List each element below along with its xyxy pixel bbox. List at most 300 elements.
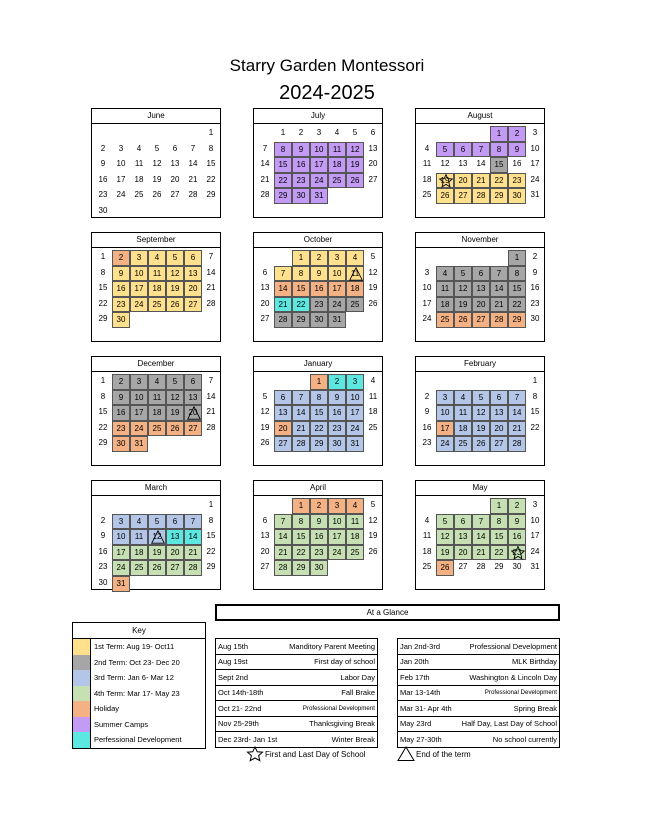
day-cell: 2 bbox=[112, 250, 130, 266]
day-grid bbox=[418, 498, 544, 576]
day-cell: 16 bbox=[112, 281, 130, 297]
day-cell: 15 bbox=[98, 283, 108, 293]
day-cell: 22 bbox=[530, 422, 540, 432]
day-cell: 7 bbox=[262, 143, 268, 153]
key-item bbox=[73, 670, 205, 686]
day-cell: 28 bbox=[274, 312, 292, 328]
empty-cell bbox=[490, 374, 508, 390]
day-cell: 20 bbox=[368, 159, 378, 169]
event-description: No school currently bbox=[492, 734, 557, 744]
day-grid bbox=[418, 126, 544, 204]
day-cell: 7 bbox=[184, 514, 202, 530]
day-cell: 16 bbox=[292, 157, 310, 173]
day-cell: 19 bbox=[166, 281, 184, 297]
day-grid bbox=[256, 374, 382, 452]
event-date: Jan 2nd-3rd bbox=[400, 641, 441, 651]
day-cell: 7 bbox=[508, 390, 526, 406]
day-cell: 22 bbox=[206, 546, 216, 556]
day-cell: 6 bbox=[370, 128, 376, 137]
day-cell: 12 bbox=[454, 281, 472, 297]
day-cell: 28 bbox=[274, 560, 292, 576]
day-cell: 21 bbox=[292, 421, 310, 437]
empty-cell bbox=[256, 250, 274, 266]
day-cell: 12 bbox=[440, 159, 450, 169]
day-cell: 27 bbox=[170, 190, 180, 200]
event-description: Half Day, Last Day of School bbox=[461, 719, 557, 729]
day-cell: 12 bbox=[436, 529, 454, 545]
key-item bbox=[73, 686, 205, 702]
day-cell: 10 bbox=[328, 266, 346, 282]
day-cell: 6 bbox=[454, 142, 472, 158]
day-cell: 2 bbox=[328, 374, 346, 390]
day-cell: 8 bbox=[292, 514, 310, 530]
key-label: 2nd Term: Oct 23- Dec 20 bbox=[94, 657, 180, 667]
event-description: Spring Break bbox=[513, 703, 557, 713]
event-date: Jan 20th bbox=[400, 657, 429, 667]
event-row bbox=[397, 701, 560, 717]
day-cell: 21 bbox=[206, 283, 216, 293]
day-cell: 12 bbox=[260, 407, 270, 417]
day-cell: 5 bbox=[154, 143, 160, 153]
day-cell: 26 bbox=[472, 436, 490, 452]
day-cell: 19 bbox=[346, 157, 364, 173]
day-cell: 25 bbox=[454, 436, 472, 452]
month-november bbox=[415, 232, 545, 342]
event-description: First day of school bbox=[314, 657, 375, 667]
day-cell: 14 bbox=[206, 267, 216, 277]
day-cell: 13 bbox=[274, 405, 292, 421]
day-cell: 30 bbox=[292, 188, 310, 204]
day-cell: 29 bbox=[292, 560, 310, 576]
day-cell: 17 bbox=[436, 421, 454, 437]
day-cell: 19 bbox=[436, 173, 454, 189]
month-name: August bbox=[416, 109, 544, 124]
day-cell: 1 bbox=[310, 374, 328, 390]
day-cell: 3 bbox=[130, 374, 148, 390]
day-cell: 16 bbox=[530, 283, 540, 293]
event-description: Labor Day bbox=[340, 672, 375, 682]
day-cell: 30 bbox=[310, 560, 328, 576]
day-cell: 14 bbox=[476, 159, 486, 169]
day-cell: 11 bbox=[454, 405, 472, 421]
day-cell: 24 bbox=[328, 297, 346, 313]
key-item bbox=[73, 717, 205, 733]
day-cell: 1 bbox=[292, 498, 310, 514]
month-name: March bbox=[92, 481, 220, 496]
day-cell: 18 bbox=[328, 157, 346, 173]
day-cell: 5 bbox=[454, 266, 472, 282]
day-cell: 4 bbox=[370, 376, 376, 385]
day-cell: 19 bbox=[166, 405, 184, 421]
day-cell: 9 bbox=[310, 266, 328, 282]
day-cell: 12 bbox=[346, 142, 364, 158]
day-cell: 30 bbox=[328, 436, 346, 452]
day-cell: 17 bbox=[112, 545, 130, 561]
key-swatch bbox=[73, 717, 91, 733]
day-cell: 4 bbox=[346, 250, 364, 266]
day-cell: 20 bbox=[490, 421, 508, 437]
day-cell: 13 bbox=[260, 531, 270, 541]
day-cell: 3 bbox=[532, 128, 538, 137]
day-cell: 25 bbox=[148, 297, 166, 313]
day-cell: 2 bbox=[508, 498, 526, 514]
day-cell: 9 bbox=[424, 407, 430, 417]
day-cell: 21 bbox=[188, 174, 198, 184]
day-cell: 27 bbox=[472, 312, 490, 328]
day-cell: 25 bbox=[148, 421, 166, 437]
day-cell: 27 bbox=[490, 436, 508, 452]
day-cell: 26 bbox=[368, 298, 378, 308]
day-cell: 30 bbox=[310, 312, 328, 328]
day-cell: 15 bbox=[98, 407, 108, 417]
month-june bbox=[91, 108, 221, 218]
day-cell: 11 bbox=[346, 514, 364, 530]
day-cell: 8 bbox=[292, 266, 310, 282]
day-cell: 12 bbox=[368, 267, 378, 277]
day-cell: 23 bbox=[112, 421, 130, 437]
day-cell: 18 bbox=[346, 281, 364, 297]
day-cell: 30 bbox=[530, 314, 540, 324]
day-cell: 2 bbox=[100, 515, 106, 525]
day-cell: 23 bbox=[98, 190, 108, 200]
day-cell: 4 bbox=[436, 266, 454, 282]
day-cell: 18 bbox=[134, 174, 144, 184]
day-cell: 5 bbox=[352, 128, 358, 137]
day-cell: 16 bbox=[422, 422, 432, 432]
key-label: 1st Term: Aug 19- Oct11 bbox=[94, 642, 175, 652]
month-name: December bbox=[92, 357, 220, 372]
day-cell: 8 bbox=[490, 514, 508, 530]
day-cell: 28 bbox=[490, 312, 508, 328]
day-cell: 21 bbox=[274, 545, 292, 561]
day-cell: 4 bbox=[424, 515, 430, 525]
month-january bbox=[253, 356, 383, 466]
day-cell: 8 bbox=[100, 267, 106, 277]
day-cell: 14 bbox=[184, 529, 202, 545]
day-cell: 23 bbox=[508, 545, 526, 561]
day-cell: 16 bbox=[328, 405, 346, 421]
key-item bbox=[73, 655, 205, 671]
day-cell: 19 bbox=[368, 283, 378, 293]
day-cell: 31 bbox=[328, 312, 346, 328]
empty-cell bbox=[472, 126, 490, 142]
day-cell: 11 bbox=[130, 529, 148, 545]
month-march bbox=[91, 480, 221, 590]
event-row bbox=[215, 670, 378, 686]
day-cell: 27 bbox=[274, 436, 292, 452]
empty-cell bbox=[112, 126, 130, 142]
day-cell: 7 bbox=[292, 390, 310, 406]
day-cell: 22 bbox=[274, 173, 292, 189]
day-cell: 5 bbox=[370, 500, 376, 509]
empty-cell bbox=[418, 498, 436, 514]
day-cell: 15 bbox=[490, 529, 508, 545]
empty-cell bbox=[418, 250, 436, 266]
day-cell: 15 bbox=[274, 157, 292, 173]
day-cell: 6 bbox=[274, 390, 292, 406]
empty-cell bbox=[472, 250, 490, 266]
day-cell: 22 bbox=[310, 421, 328, 437]
school-name: Starry Garden Montessori bbox=[229, 56, 425, 75]
key-item bbox=[73, 701, 205, 717]
day-cell: 1 bbox=[208, 128, 214, 137]
day-cell: 31 bbox=[530, 562, 540, 572]
day-cell: 17 bbox=[328, 529, 346, 545]
day-cell: 2 bbox=[310, 250, 328, 266]
day-cell: 4 bbox=[136, 143, 142, 153]
legend-triangle-label: End of the term bbox=[416, 749, 471, 759]
day-cell: 25 bbox=[328, 173, 346, 189]
color-key bbox=[72, 622, 206, 749]
day-cell: 10 bbox=[112, 529, 130, 545]
day-cell: 28 bbox=[206, 298, 216, 308]
triangle-icon bbox=[396, 746, 416, 762]
day-cell: 19 bbox=[368, 531, 378, 541]
legend-star-label: First and Last Day of School bbox=[265, 749, 366, 759]
day-grid bbox=[418, 250, 544, 328]
day-cell: 12 bbox=[152, 159, 162, 169]
month-name: October bbox=[254, 233, 382, 248]
day-cell: 17 bbox=[310, 157, 328, 173]
event-row bbox=[215, 639, 378, 655]
day-cell: 11 bbox=[368, 391, 378, 401]
empty-cell bbox=[256, 126, 274, 142]
day-cell: 8 bbox=[532, 391, 538, 401]
day-cell: 4 bbox=[148, 250, 166, 266]
event-date: Aug 19st bbox=[218, 657, 248, 667]
day-cell: 25 bbox=[134, 190, 144, 200]
day-cell: 14 bbox=[292, 405, 310, 421]
day-cell: 10 bbox=[346, 390, 364, 406]
day-cell: 13 bbox=[490, 405, 508, 421]
day-cell: 14 bbox=[472, 529, 490, 545]
event-description: Thanksgiving Break bbox=[309, 719, 375, 729]
day-cell: 26 bbox=[260, 438, 270, 448]
day-cell: 17 bbox=[530, 531, 540, 541]
day-cell: 11 bbox=[148, 390, 166, 406]
month-may bbox=[415, 480, 545, 590]
day-cell: 4 bbox=[130, 514, 148, 530]
day-cell: 17 bbox=[116, 174, 126, 184]
day-cell: 27 bbox=[184, 297, 202, 313]
day-cell: 10 bbox=[328, 514, 346, 530]
empty-cell bbox=[148, 498, 166, 514]
day-cell: 23 bbox=[310, 545, 328, 561]
day-cell: 1 bbox=[490, 126, 508, 142]
day-cell: 20 bbox=[170, 174, 180, 184]
month-july bbox=[253, 108, 383, 218]
event-description: Winter Break bbox=[331, 734, 375, 744]
day-cell: 12 bbox=[166, 266, 184, 282]
day-cell: 10 bbox=[530, 143, 540, 153]
day-cell: 15 bbox=[206, 531, 216, 541]
day-cell: 1 bbox=[100, 252, 106, 261]
day-cell: 13 bbox=[368, 143, 378, 153]
empty-cell bbox=[256, 498, 274, 514]
day-cell: 10 bbox=[310, 142, 328, 158]
day-cell: 5 bbox=[148, 514, 166, 530]
day-cell: 24 bbox=[346, 421, 364, 437]
day-cell: 7 bbox=[274, 266, 292, 282]
day-cell: 21 bbox=[274, 297, 292, 313]
month-name: July bbox=[254, 109, 382, 124]
day-cell: 3 bbox=[424, 267, 430, 277]
day-cell: 8 bbox=[490, 142, 508, 158]
day-cell: 31 bbox=[530, 190, 540, 200]
day-cell: 9 bbox=[328, 390, 346, 406]
day-cell: 23 bbox=[112, 297, 130, 313]
day-cell: 30 bbox=[508, 188, 526, 204]
day-cell: 26 bbox=[436, 188, 454, 204]
empty-cell bbox=[274, 498, 292, 514]
event-row bbox=[215, 717, 378, 733]
day-cell: 8 bbox=[508, 266, 526, 282]
empty-cell bbox=[418, 126, 436, 142]
events-list-right bbox=[397, 638, 560, 748]
day-cell: 21 bbox=[472, 173, 490, 189]
day-cell: 9 bbox=[508, 514, 526, 530]
day-cell: 22 bbox=[508, 297, 526, 313]
event-row bbox=[397, 655, 560, 671]
day-cell: 25 bbox=[422, 190, 432, 200]
day-cell: 21 bbox=[472, 545, 490, 561]
day-cell: 21 bbox=[508, 421, 526, 437]
day-cell: 13 bbox=[166, 529, 184, 545]
day-cell: 14 bbox=[206, 391, 216, 401]
day-cell: 18 bbox=[436, 297, 454, 313]
day-cell: 6 bbox=[262, 267, 268, 277]
day-cell: 23 bbox=[98, 562, 108, 572]
key-swatch bbox=[73, 655, 91, 671]
event-row bbox=[397, 639, 560, 655]
day-cell: 14 bbox=[274, 529, 292, 545]
empty-cell bbox=[94, 498, 112, 514]
day-cell: 14 bbox=[274, 281, 292, 297]
day-cell: 11 bbox=[422, 159, 432, 169]
day-cell: 20 bbox=[260, 546, 270, 556]
day-cell: 29 bbox=[206, 562, 216, 572]
day-cell: 13 bbox=[458, 159, 468, 169]
day-cell: 16 bbox=[508, 529, 526, 545]
day-cell: 17 bbox=[530, 159, 540, 169]
event-description: Fall Brake bbox=[341, 688, 375, 698]
key-swatch bbox=[73, 670, 91, 686]
day-cell: 15 bbox=[310, 405, 328, 421]
day-cell: 19 bbox=[472, 421, 490, 437]
day-cell: 28 bbox=[472, 188, 490, 204]
day-cell: 18 bbox=[422, 174, 432, 184]
event-row bbox=[215, 701, 378, 717]
day-cell: 18 bbox=[148, 405, 166, 421]
empty-cell bbox=[436, 250, 454, 266]
day-cell: 3 bbox=[328, 498, 346, 514]
day-cell: 19 bbox=[152, 174, 162, 184]
day-cell: 7 bbox=[208, 252, 214, 261]
day-cell: 1 bbox=[208, 500, 214, 509]
day-cell: 24 bbox=[530, 546, 540, 556]
day-cell: 27 bbox=[260, 314, 270, 324]
day-cell: 6 bbox=[184, 374, 202, 390]
day-cell: 16 bbox=[310, 281, 328, 297]
month-october bbox=[253, 232, 383, 342]
empty-cell bbox=[130, 126, 148, 142]
day-cell: 12 bbox=[166, 390, 184, 406]
day-cell: 19 bbox=[454, 297, 472, 313]
day-cell: 26 bbox=[166, 421, 184, 437]
day-cell: 11 bbox=[422, 531, 432, 541]
event-date: Oct 21- 22nd bbox=[218, 703, 262, 713]
day-cell: 8 bbox=[310, 390, 328, 406]
empty-cell bbox=[184, 498, 202, 514]
day-cell: 8 bbox=[208, 515, 214, 525]
day-cell: 27 bbox=[454, 188, 472, 204]
key-label: 4th Term: Mar 17- May 23 bbox=[94, 688, 180, 698]
key-swatch bbox=[73, 732, 91, 748]
day-cell: 25 bbox=[130, 560, 148, 576]
month-name: May bbox=[416, 481, 544, 496]
empty-cell bbox=[472, 498, 490, 514]
key-swatch bbox=[73, 686, 91, 702]
day-cell: 21 bbox=[260, 174, 270, 184]
day-cell: 25 bbox=[368, 422, 378, 432]
key-label: Holiday bbox=[94, 704, 120, 714]
day-cell: 23 bbox=[310, 297, 328, 313]
key-swatch bbox=[73, 639, 91, 655]
event-description: MLK Birthday bbox=[511, 657, 557, 667]
empty-cell bbox=[274, 250, 292, 266]
day-cell: 15 bbox=[206, 159, 216, 169]
day-cell: 6 bbox=[184, 250, 202, 266]
at-a-glance-header: At a Glance bbox=[215, 604, 560, 621]
day-cell: 7 bbox=[472, 142, 490, 158]
day-cell: 26 bbox=[346, 173, 364, 189]
day-cell: 2 bbox=[532, 252, 538, 261]
day-cell: 1 bbox=[532, 376, 538, 385]
day-cell: 19 bbox=[148, 545, 166, 561]
day-cell: 3 bbox=[130, 250, 148, 266]
day-cell: 3 bbox=[118, 143, 124, 153]
empty-cell bbox=[274, 374, 292, 390]
day-cell: 6 bbox=[172, 143, 178, 153]
day-cell: 16 bbox=[98, 546, 108, 556]
event-row bbox=[397, 670, 560, 686]
day-cell: 25 bbox=[436, 312, 454, 328]
day-cell: 26 bbox=[148, 560, 166, 576]
day-cell: 29 bbox=[494, 562, 504, 572]
day-cell: 20 bbox=[184, 281, 202, 297]
day-cell: 23 bbox=[328, 421, 346, 437]
day-cell: 26 bbox=[454, 312, 472, 328]
day-cell: 18 bbox=[130, 545, 148, 561]
month-april bbox=[253, 480, 383, 590]
month-name: January bbox=[254, 357, 382, 372]
month-february bbox=[415, 356, 545, 466]
day-cell: 10 bbox=[130, 266, 148, 282]
day-cell: 6 bbox=[454, 514, 472, 530]
day-cell: 24 bbox=[436, 436, 454, 452]
day-cell: 25 bbox=[346, 545, 364, 561]
day-cell: 4 bbox=[148, 374, 166, 390]
day-cell: 7 bbox=[208, 376, 214, 385]
day-cell: 22 bbox=[292, 545, 310, 561]
day-cell: 4 bbox=[424, 143, 430, 153]
day-cell: 29 bbox=[490, 188, 508, 204]
event-date: Feb 17th bbox=[400, 672, 430, 682]
day-cell: 30 bbox=[112, 436, 130, 452]
day-cell: 5 bbox=[166, 250, 184, 266]
day-cell: 22 bbox=[292, 297, 310, 313]
day-cell: 1 bbox=[100, 376, 106, 385]
